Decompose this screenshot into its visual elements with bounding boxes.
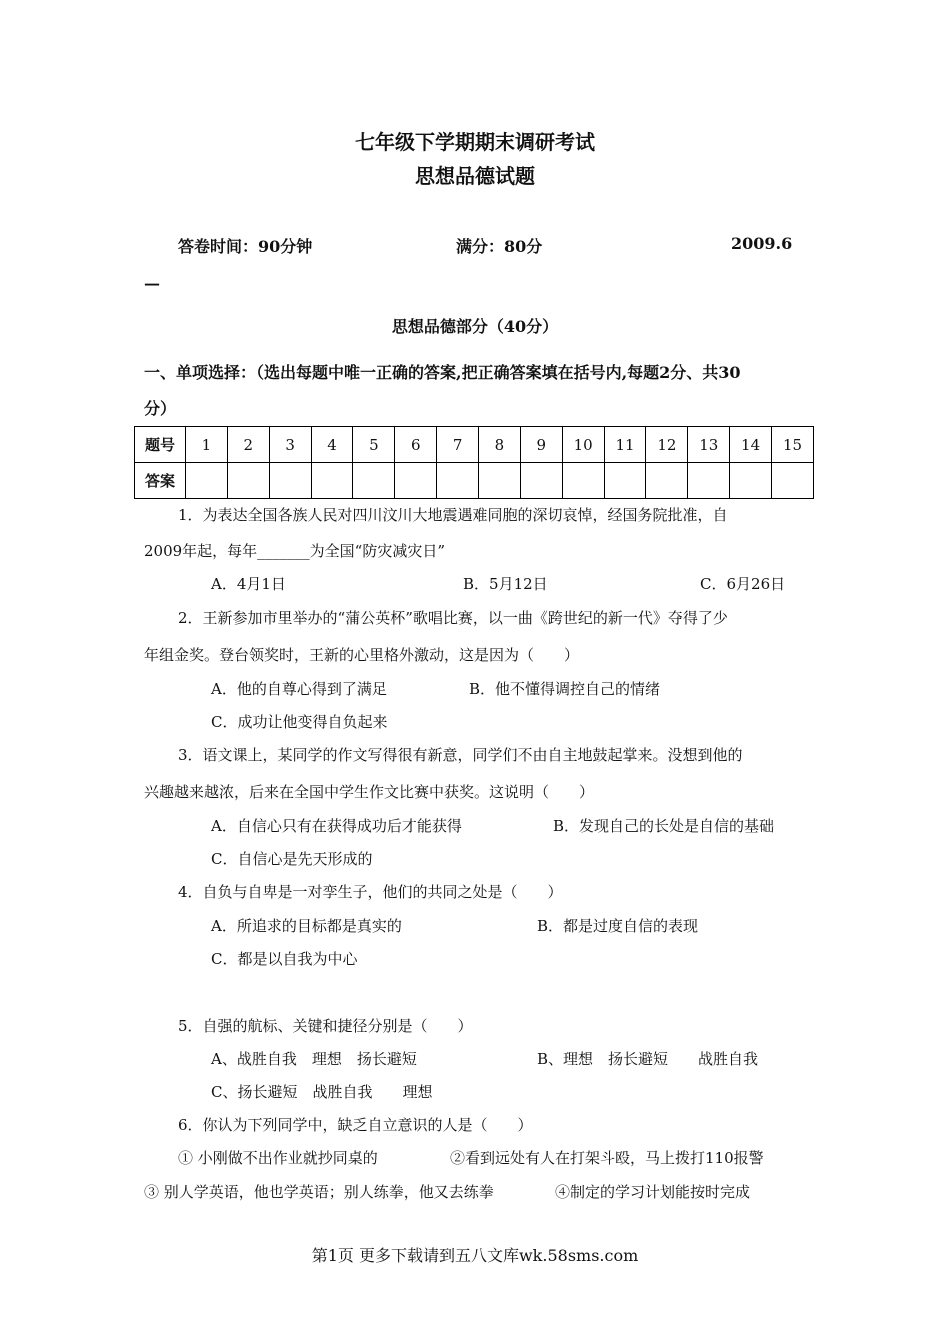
question-6-stem: 6．你认为下列同学中，缺乏自立意识的人是（ ） <box>178 1116 533 1134</box>
question-1-stem-line-2: 2009年起，每年_______为全国“防灾减灾日” <box>144 542 446 560</box>
question-6-item-2: ②看到远处有人在打架斗殴，马上拨打110报警 <box>450 1149 764 1167</box>
table-cell-number: 7 <box>437 427 479 463</box>
exam-title: 七年级下学期期末调研考试 <box>355 130 595 154</box>
exam-full-score: 满分：80分 <box>456 237 543 256</box>
question-number-row <box>135 427 814 463</box>
table-cell-number: 15 <box>772 427 814 463</box>
answer-cell[interactable] <box>520 463 562 499</box>
question-3-stem-line-2: 兴趣越来越浓，后来在全国中学生作文比赛中获奖。这说明（ ） <box>144 783 595 801</box>
instruction-line-2: 分） <box>144 399 177 418</box>
question-1-option-c: C．6月26日 <box>700 575 786 593</box>
table-cell-number: 9 <box>520 427 562 463</box>
question-5-option-c: C、扬长避短 战胜自我 理想 <box>211 1083 433 1101</box>
exam-date: 2009.6 <box>731 234 793 253</box>
table-cell-number: 3 <box>269 427 311 463</box>
question-2-stem-line-1: 2．王新参加市里举办的“蒲公英杯”歌唱比赛，以一曲《跨世纪的新一代》夺得了少 <box>178 609 728 627</box>
answer-cell[interactable] <box>269 463 311 499</box>
question-6-item-3: ③ 别人学英语，他也学英语；别人练拳，他又去练拳 <box>144 1183 494 1201</box>
question-3-stem-line-1: 3．语文课上，某同学的作文写得很有新意，同学们不由自主地鼓起掌来。没想到他的 <box>178 746 743 764</box>
question-5-stem: 5．自强的航标、关键和捷径分别是（ ） <box>178 1017 473 1035</box>
table-cell-number: 10 <box>562 427 604 463</box>
answer-cell[interactable] <box>353 463 395 499</box>
row-label-number: 题号 <box>135 427 186 463</box>
answer-cell[interactable] <box>730 463 772 499</box>
question-5-option-a: A、战胜自我 理想 扬长避短 <box>211 1050 417 1068</box>
question-2-option-b: B．他不懂得调控自己的情绪 <box>469 680 661 698</box>
table-cell-number: 8 <box>479 427 521 463</box>
table-cell-number: 1 <box>186 427 228 463</box>
answer-cell[interactable] <box>311 463 353 499</box>
answer-cell[interactable] <box>437 463 479 499</box>
exam-subtitle: 思想品德试题 <box>415 164 535 188</box>
table-cell-number: 12 <box>646 427 688 463</box>
section-title: 思想品德部分（40分） <box>391 317 559 336</box>
question-1-option-a: A．4月1日 <box>211 575 286 593</box>
question-6-item-4: ④制定的学习计划能按时完成 <box>555 1183 751 1201</box>
table-cell-number: 14 <box>730 427 772 463</box>
row-label-answer: 答案 <box>135 463 186 499</box>
answer-cell[interactable] <box>604 463 646 499</box>
answer-cell[interactable] <box>395 463 437 499</box>
page-footer: 第1页 更多下载请到五八文库wk.58sms.com <box>311 1246 639 1265</box>
answer-cell[interactable] <box>688 463 730 499</box>
question-3-option-a: A．自信心只有在获得成功后才能获得 <box>211 817 462 835</box>
question-4-stem: 4．自负与自卑是一对孪生子，他们的共同之处是（ ） <box>178 883 563 901</box>
question-1-stem-line-1: 1．为表达全国各族人民对四川汶川大地震遇难同胞的深切哀悼，经国务院批准，自 <box>178 506 728 524</box>
answer-cell[interactable] <box>772 463 814 499</box>
question-2-option-a: A．他的自尊心得到了满足 <box>211 680 387 698</box>
answer-row <box>135 463 814 499</box>
question-4-option-a: A．所追求的目标都是真实的 <box>211 917 402 935</box>
question-1-option-b: B．5月12日 <box>463 575 548 593</box>
table-cell-number: 4 <box>311 427 353 463</box>
table-cell-number: 2 <box>227 427 269 463</box>
question-3-option-b: B．发现自己的长处是自信的基础 <box>553 817 775 835</box>
answer-cell[interactable] <box>186 463 228 499</box>
question-3-option-c: C．自信心是先天形成的 <box>211 850 373 868</box>
question-2-option-c: C．成功让他变得自负起来 <box>211 713 388 731</box>
answer-cell[interactable] <box>562 463 604 499</box>
dash-mark: — <box>144 274 160 293</box>
answer-table <box>134 426 814 499</box>
question-2-stem-line-2: 年组金奖。登台领奖时，王新的心里格外激动，这是因为（ ） <box>144 646 580 664</box>
answer-cell[interactable] <box>479 463 521 499</box>
instruction-line-1: 一、单项选择：（选出每题中唯一正确的答案,把正确答案填在括号内,每题2分、共30 <box>144 363 741 382</box>
question-4-option-c: C．都是以自我为中心 <box>211 950 358 968</box>
question-5-option-b: B、理想 扬长避短 战胜自我 <box>537 1050 759 1068</box>
question-4-option-b: B．都是过度自信的表现 <box>537 917 699 935</box>
question-6-item-1: ① 小刚做不出作业就抄同桌的 <box>178 1149 378 1167</box>
table-cell-number: 11 <box>604 427 646 463</box>
table-cell-number: 5 <box>353 427 395 463</box>
answer-cell[interactable] <box>227 463 269 499</box>
table-cell-number: 13 <box>688 427 730 463</box>
answer-cell[interactable] <box>646 463 688 499</box>
table-cell-number: 6 <box>395 427 437 463</box>
exam-time: 答卷时间：90分钟 <box>178 237 313 256</box>
